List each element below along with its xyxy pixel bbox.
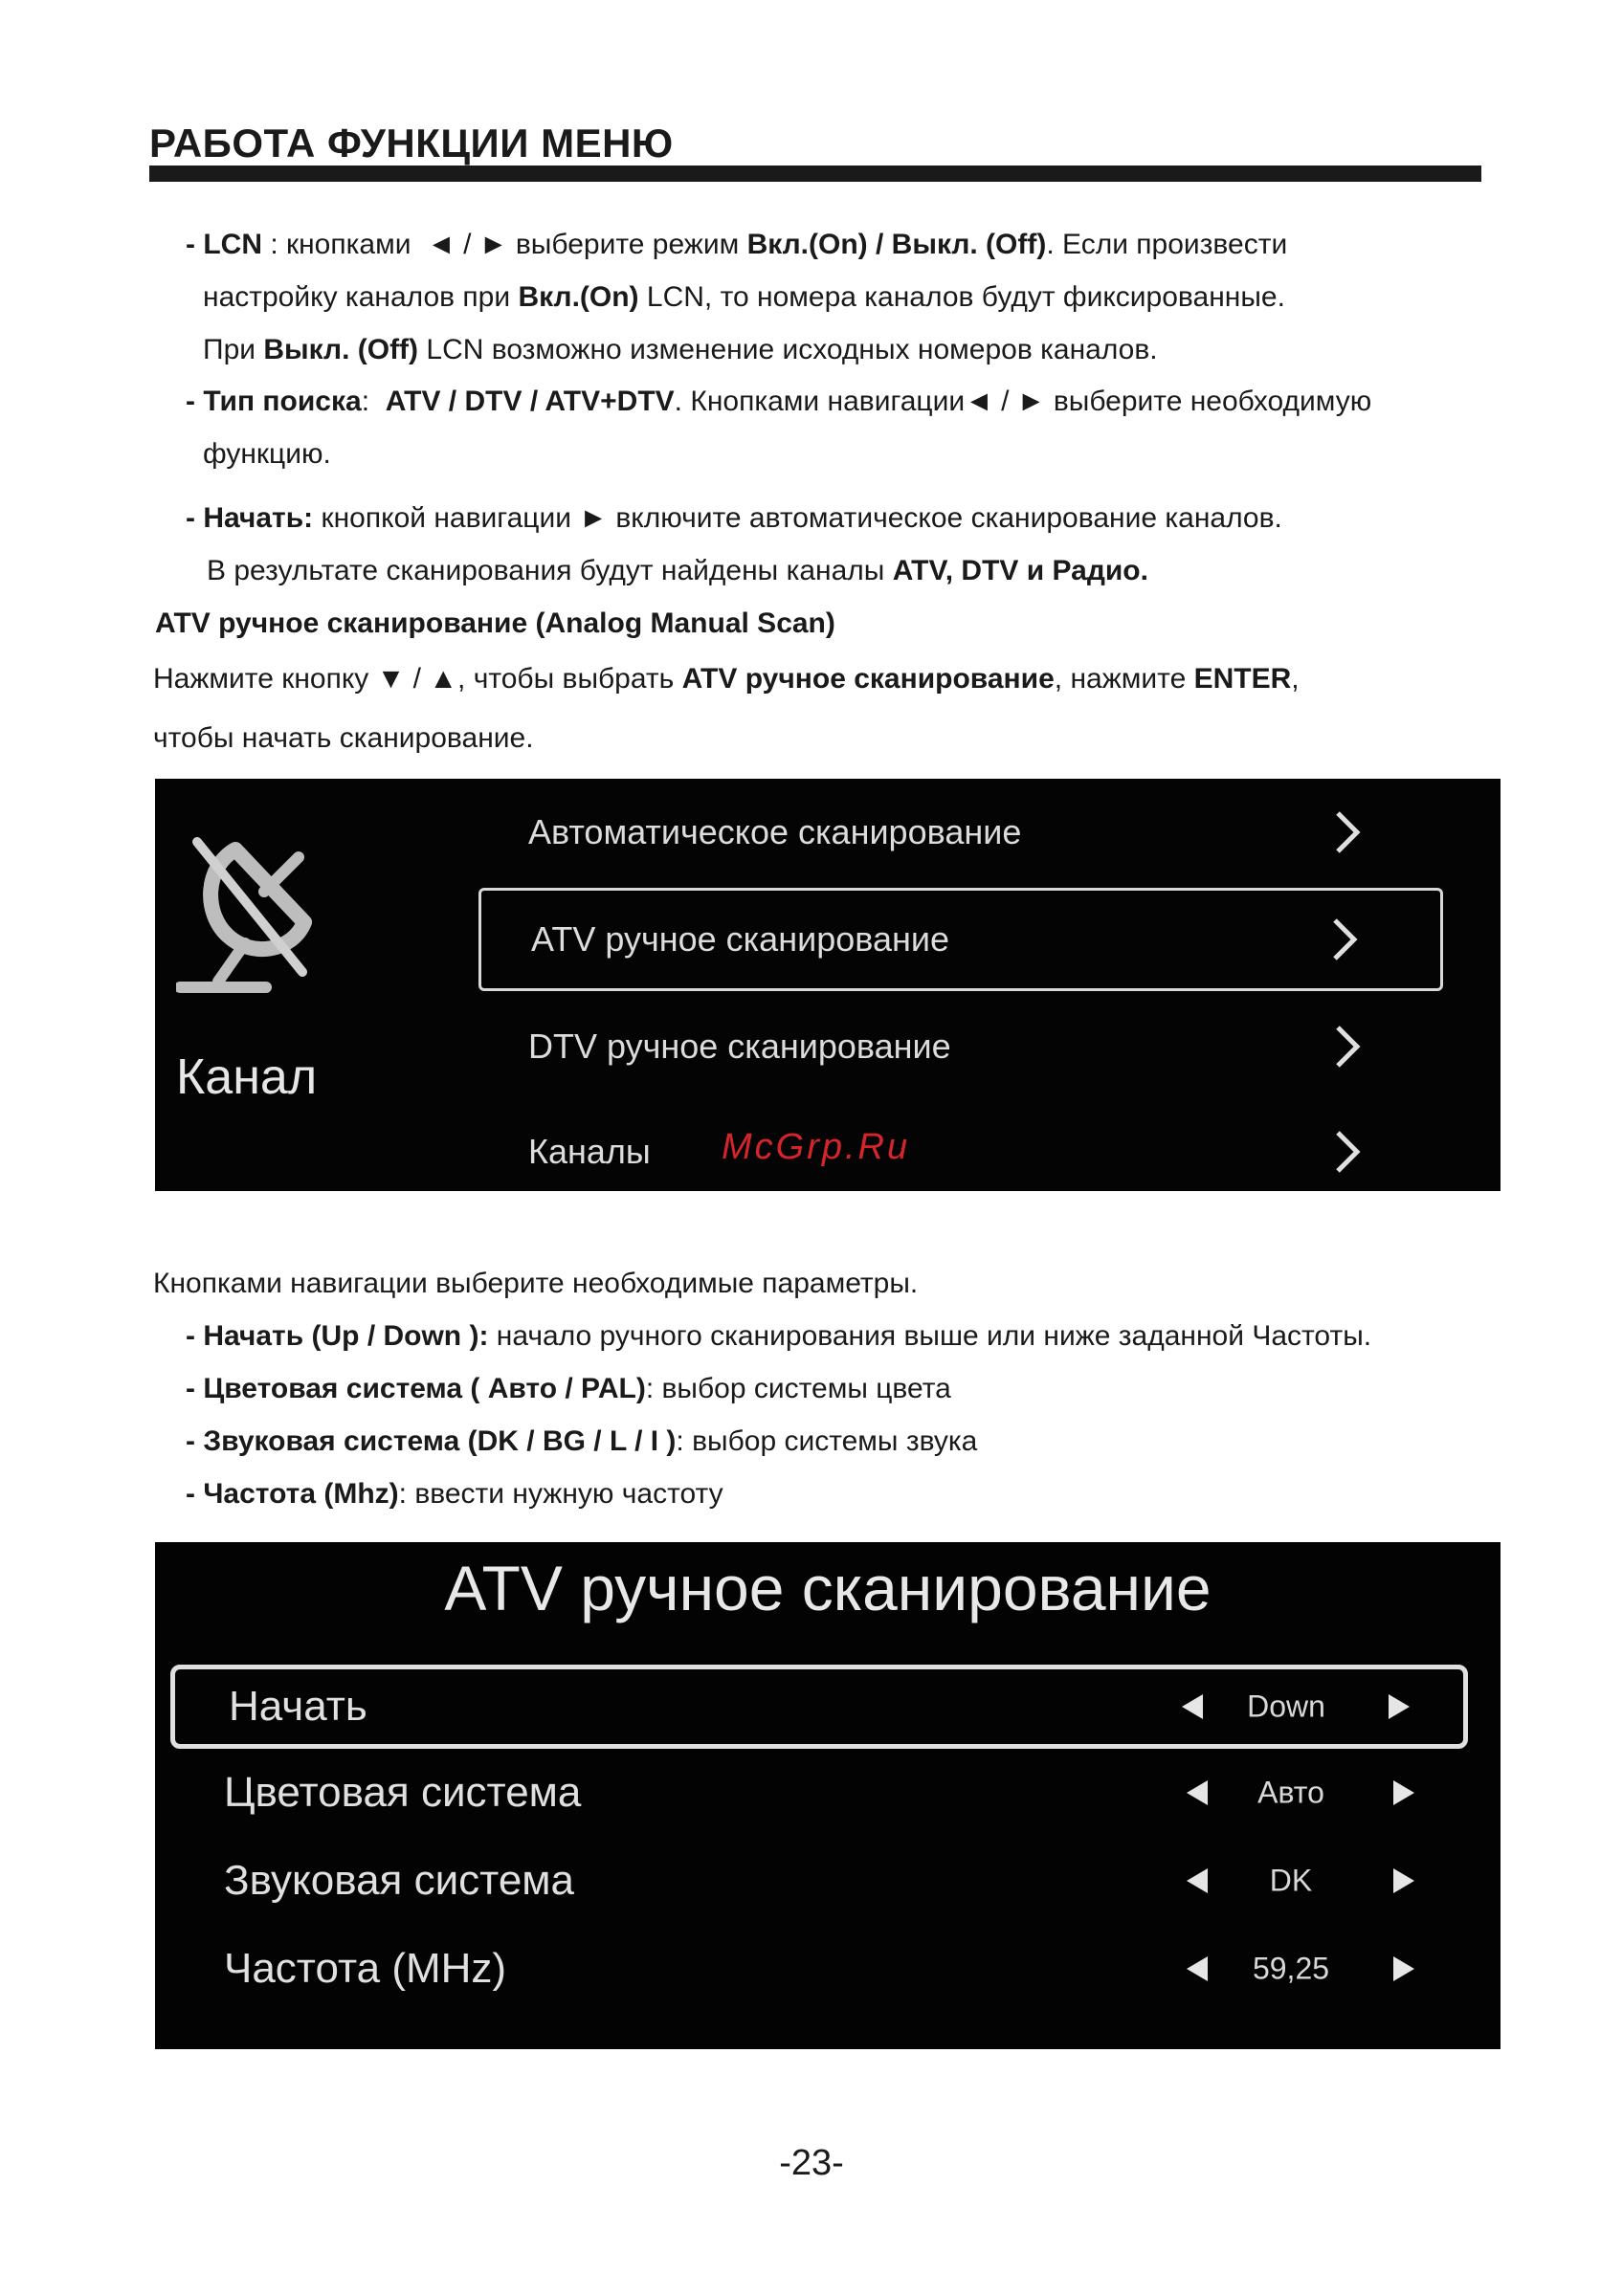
atv-row-value: Down	[1247, 1689, 1325, 1724]
atv-paragraph-1	[153, 662, 1300, 696]
arrow-right-icon[interactable]	[1393, 1868, 1414, 1893]
atv-p1-a: Нажмите кнопку ▼ / ▲, чтобы выбрать	[153, 663, 682, 695]
lcn-line3-b: Выкл. (Off)	[263, 334, 419, 365]
start-label: - Начать:	[186, 502, 314, 534]
lcn-line3-c: LCN возможно изменение исходных номеров каналов.	[418, 334, 1158, 365]
param-start	[186, 1319, 1371, 1354]
atv-row-label: Начать	[229, 1683, 367, 1730]
chevron-right-icon	[1328, 1129, 1367, 1175]
param-frequency-text: : ввести нужную частоту	[398, 1478, 723, 1510]
atv-manual-scan-screenshot	[155, 1542, 1501, 2049]
param-frequency	[186, 1477, 723, 1512]
watermark: McGrp.Ru	[722, 1127, 911, 1167]
params-intro: Кнопками навигации выберите необходимые параметры.	[153, 1268, 919, 1299]
arrow-left-icon[interactable]	[1187, 1780, 1208, 1805]
page-number: -23-	[779, 2143, 844, 2183]
atv-row-frequency[interactable]	[170, 1927, 1468, 2011]
menu-item-atv-manual-scan[interactable]	[478, 888, 1443, 991]
lcn-line3-a: При	[203, 334, 264, 365]
atv-p1-d: ENTER	[1193, 663, 1292, 695]
atv-p1-e: ,	[1291, 663, 1300, 695]
atv-p1-c: , нажмите	[1054, 663, 1194, 695]
search-type-label: - Тип поиска	[186, 386, 362, 417]
lcn-line-1	[186, 228, 1287, 262]
lcn-line-3	[203, 333, 1158, 367]
param-start-text: начало ручного сканирования выше или ниже заданной Частоты.	[488, 1320, 1372, 1352]
param-start-label: - Начать (Up / Down ):	[186, 1320, 489, 1352]
param-sound-label: - Звуковая система (DK / BG / L / I )	[186, 1425, 677, 1457]
atv-menu-title: ATV ручное сканирование	[444, 1553, 1212, 1623]
lcn-line2-c: LCN, то номера каналов будут фиксированные.	[638, 281, 1285, 313]
arrow-left-icon[interactable]	[1182, 1694, 1203, 1719]
arrow-left-icon[interactable]	[1187, 1868, 1208, 1893]
atv-row-value: 59,25	[1252, 1951, 1330, 1986]
lcn-line2-a: настройку каналов при	[203, 281, 519, 313]
menu-item-channels[interactable]	[478, 1100, 1443, 1191]
start-line-2	[207, 554, 1148, 588]
param-color	[186, 1372, 951, 1406]
atv-row-label: Звуковая система	[224, 1857, 575, 1904]
atv-row-sound-system[interactable]	[170, 1839, 1468, 1923]
arrow-right-icon[interactable]	[1393, 1956, 1414, 1981]
lcn-text-1: : кнопками ◄ / ► выберите режим	[261, 229, 747, 260]
lcn-line2-b: Вкл.(On)	[518, 281, 639, 313]
menu-item-label: DTV ручное сканирование	[528, 1027, 951, 1066]
search-type-options: ATV / DTV / ATV+DTV	[385, 386, 675, 417]
start-line-1	[186, 501, 1282, 536]
search-type-sep: :	[361, 386, 386, 417]
channel-label: Канал	[176, 1049, 318, 1105]
atv-row-value: Авто	[1257, 1775, 1324, 1810]
menu-item-auto-scan[interactable]	[478, 781, 1443, 884]
param-color-text: : выбор системы цвета	[645, 1373, 951, 1404]
atv-heading-text: ATV ручное сканирование (Analog Manual Scan)	[155, 607, 835, 639]
start-text: кнопкой навигации ► включите автоматическое сканирование каналов.	[313, 502, 1282, 534]
atv-row-label: Частота (MHz)	[224, 1945, 507, 1992]
chevron-right-icon	[1328, 1024, 1367, 1070]
chevron-right-icon	[1325, 916, 1364, 962]
menu-item-label: Каналы	[528, 1132, 651, 1171]
menu-item-label: ATV ручное сканирование	[531, 919, 949, 959]
lcn-line-2	[203, 280, 1285, 315]
lcn-onoff: Вкл.(On) / Выкл. (Off)	[746, 229, 1047, 260]
page-title: РАБОТА ФУНКЦИИ МЕНЮ	[149, 121, 674, 166]
arrow-left-icon[interactable]	[1187, 1956, 1208, 1981]
atv-p1-b: ATV ручное сканирование	[681, 663, 1055, 695]
search-type-line-1	[186, 385, 1371, 419]
menu-item-label: Автоматическое сканирование	[528, 812, 1022, 851]
atv-row-color-system[interactable]	[170, 1751, 1468, 1835]
param-color-label: - Цветовая система ( Авто / PAL)	[186, 1373, 646, 1404]
atv-heading	[155, 607, 835, 641]
atv-row-label: Цветовая система	[224, 1769, 582, 1816]
start-line2-a: В результате сканирования будут найдены каналы	[207, 555, 893, 586]
atv-row-value: DK	[1269, 1863, 1313, 1898]
search-type-line-2: функцию.	[203, 438, 331, 470]
arrow-right-icon[interactable]	[1389, 1694, 1410, 1719]
param-sound	[186, 1424, 977, 1459]
atv-paragraph-2: чтобы начать сканирование.	[153, 722, 534, 754]
param-frequency-label: - Частота (Mhz)	[186, 1478, 399, 1510]
lcn-label: - LCN	[186, 229, 262, 260]
title-rule	[149, 166, 1481, 182]
menu-item-dtv-manual-scan[interactable]	[478, 995, 1443, 1098]
search-type-text: . Кнопками навигации◄ / ► выберите необходимую	[674, 386, 1372, 417]
satellite-dish-off-icon	[176, 828, 320, 996]
start-line2-b: ATV, DTV и Радио.	[892, 555, 1148, 586]
chevron-right-icon	[1328, 809, 1367, 855]
param-sound-text: : выбор системы звука	[676, 1425, 978, 1457]
arrow-right-icon[interactable]	[1393, 1780, 1414, 1805]
atv-row-start[interactable]	[170, 1665, 1468, 1749]
lcn-text-2: . Если произвести	[1046, 229, 1288, 260]
